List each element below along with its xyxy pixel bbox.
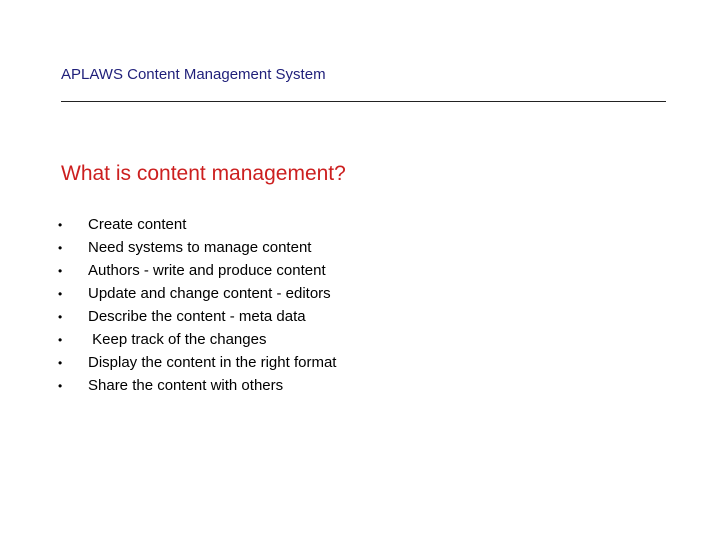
bullet-item — [58, 215, 336, 238]
bullet-dot-icon: • — [58, 379, 63, 393]
bullet-list — [58, 215, 336, 399]
bullet-text: Create content — [88, 216, 187, 233]
bullet-text: Share the content with others — [88, 377, 284, 394]
bullet-dot-icon: • — [58, 356, 63, 370]
bullet-text: Keep track of the changes — [88, 331, 267, 348]
bullet-item — [58, 261, 336, 284]
bullet-item — [58, 353, 336, 376]
bullet-text: Update and change content - editors — [88, 285, 331, 302]
bullet-item — [58, 307, 336, 330]
bullet-dot-icon: • — [58, 287, 63, 301]
bullet-text: Describe the content - meta data — [88, 308, 306, 325]
bullet-text: Need systems to manage content — [88, 239, 312, 256]
bullet-dot-icon: • — [58, 241, 63, 255]
bullet-item — [58, 330, 336, 353]
slide-title: What is content management? — [61, 162, 346, 185]
header-title: APLAWS Content Management System — [61, 66, 326, 83]
bullet-dot-icon: • — [58, 264, 63, 278]
bullet-dot-icon: • — [58, 218, 63, 232]
bullet-text: Authors - write and produce content — [88, 262, 326, 279]
bullet-item — [58, 238, 336, 261]
bullet-item — [58, 284, 336, 307]
header-divider — [61, 101, 666, 102]
bullet-item — [58, 376, 336, 399]
bullet-dot-icon: • — [58, 333, 63, 347]
bullet-dot-icon: • — [58, 310, 63, 324]
bullet-text: Display the content in the right format — [88, 354, 337, 371]
